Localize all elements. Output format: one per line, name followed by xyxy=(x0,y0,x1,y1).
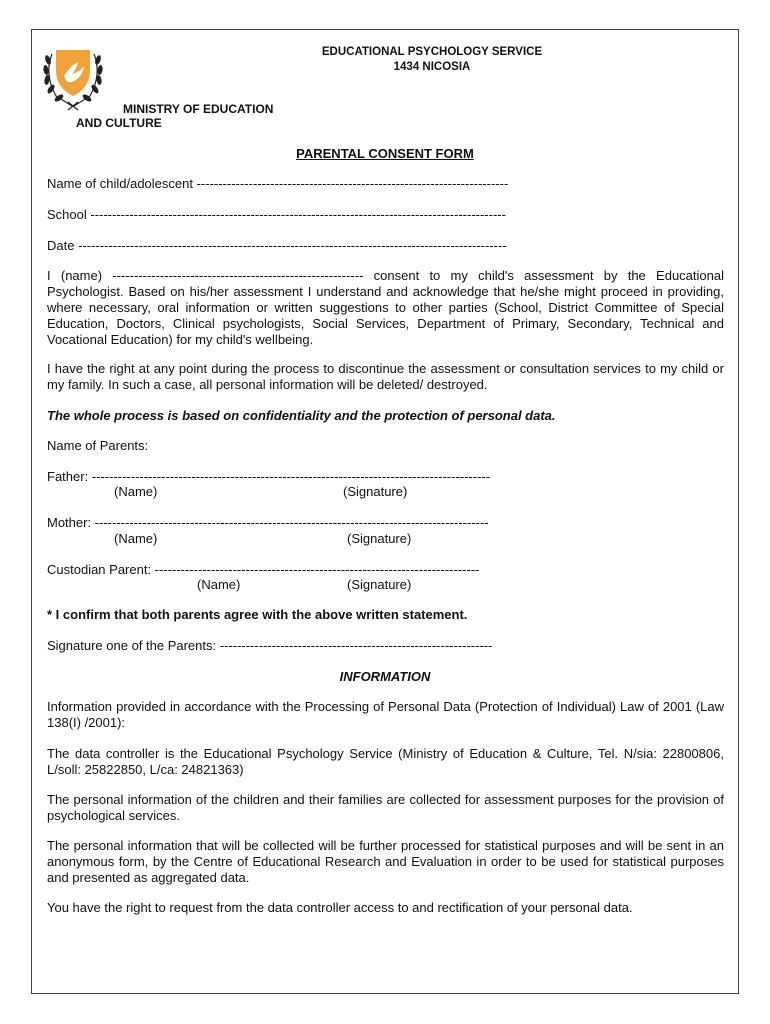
ministry-line-1: MINISTRY OF EDUCATION xyxy=(123,102,274,116)
info-paragraph-4: The personal information that will be collected will be further processed for statistical purposes and will be sent in an anonymous form, by the Centre of Educational Research and Evaluation in order to be used for statistical purposes and presented as aggregated data. xyxy=(47,838,724,885)
custodian-name-caption: (Name) xyxy=(197,577,241,592)
information-heading: INFORMATION xyxy=(339,669,431,684)
info-paragraph-5: You have the right to request from the data controller access to and rectification of your personal data. xyxy=(47,900,633,915)
right-paragraph: I have the right at any point during the process to discontinue the assessment or consultation services to my child or my family. In such a case, all personal information will be deleted/ destroyed. xyxy=(47,361,724,392)
mother-field[interactable]: Mother: ------------------------------------------------------------------------------------------- xyxy=(47,515,489,530)
ministry-line-2: AND CULTURE xyxy=(76,116,162,130)
ministry-header xyxy=(76,102,273,130)
service-address: 1434 NICOSIA xyxy=(393,61,471,73)
confirm-statement: * I confirm that both parents agree with the above written statement. xyxy=(47,607,468,622)
mother-signature-caption: (Signature) xyxy=(347,531,412,546)
parents-label: Name of Parents: xyxy=(47,438,149,453)
custodian-signature-caption: (Signature) xyxy=(347,577,412,592)
form-title: PARENTAL CONSENT FORM xyxy=(296,146,474,161)
confidentiality-statement: The whole process is based on confidentiality and the protection of personal data. xyxy=(47,408,556,423)
service-header xyxy=(287,45,577,75)
consent-paragraph: I (name) ---------------------------------------------------------- consent to my child's assessment by the Educational Psychologist. Based on his/her assessment I understand and acknowledge that he/she might proceed in providing, where necessary, oral information or written suggestions to other parties (School, District Committee of Special Education, Doctors, Clinical psychologists, Social Services, Department of Primary, Secondary, Technical and Vocational Education) for my child's wellbeing. xyxy=(47,268,724,347)
info-paragraph-1: Information provided in accordance with the Processing of Personal Data (Protection of Individual) Law of 2001 (Law 138(I) /2001): xyxy=(47,699,724,730)
father-field[interactable]: Father: -------------------------------------------------------------------------------------------- xyxy=(47,469,491,484)
info-paragraph-2: The data controller is the Educational Psychology Service (Ministry of Education & Culture, Tel. N/sia: 22800806, L/soll: 25822850, L/ca: 24821363) xyxy=(47,746,724,777)
father-name-caption: (Name) xyxy=(114,484,158,499)
info-paragraph-3: The personal information of the children and their families are collected for assessment purposes for the provision of psychological services. xyxy=(47,792,724,823)
date-field[interactable]: Date --------------------------------------------------------------------------------------------------- xyxy=(47,238,507,253)
mother-name-caption: (Name) xyxy=(114,531,158,546)
school-field[interactable]: School ------------------------------------------------------------------------------------------------ xyxy=(47,207,506,222)
signature-one-field[interactable]: Signature one of the Parents: --------------------------------------------------------------- xyxy=(47,638,493,653)
father-signature-caption: (Signature) xyxy=(343,484,408,499)
child-name-field[interactable]: Name of child/adolescent ------------------------------------------------------------------------ xyxy=(47,176,509,191)
custodian-field[interactable]: Custodian Parent: --------------------------------------------------------------------------- xyxy=(47,562,480,577)
service-name: EDUCATIONAL PSYCHOLOGY SERVICE xyxy=(321,46,543,58)
